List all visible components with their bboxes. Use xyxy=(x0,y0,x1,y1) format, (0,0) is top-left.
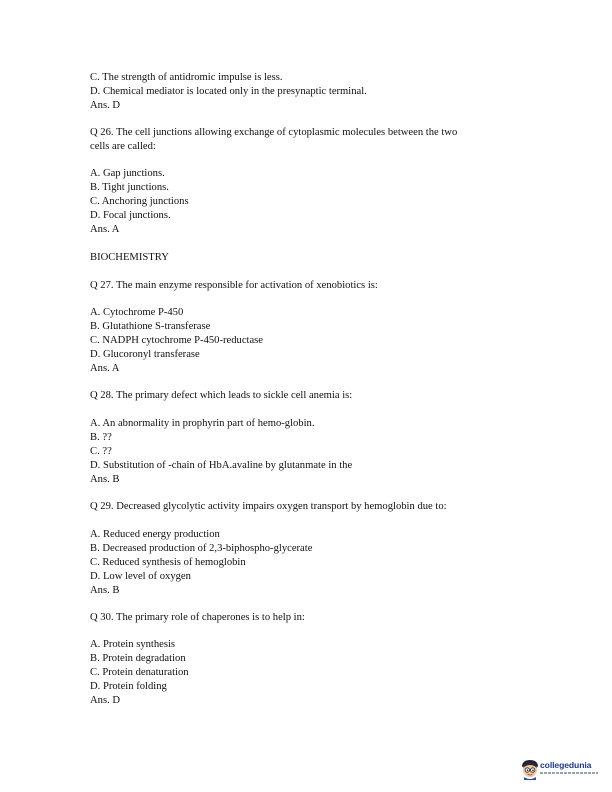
text-line: C. The strength of antidromic impulse is less. xyxy=(90,72,283,83)
option-c: C. Anchoring junctions xyxy=(90,196,189,207)
option-a: A. Reduced energy production xyxy=(90,529,220,540)
option-a: A. An abnormality in prophyrin part of hemo-globin. xyxy=(90,418,315,429)
question-26: Q 26. The cell junctions allowing exchange of cytoplasmic molecules between the two xyxy=(90,127,458,138)
option-b: B. Tight junctions. xyxy=(90,182,169,193)
question-30: Q 30. The primary role of chaperones is to help in: xyxy=(90,612,305,623)
question-28: Q 28. The primary defect which leads to sickle cell anemia is: xyxy=(90,390,353,401)
option-a: A. Protein synthesis xyxy=(90,639,176,650)
option-d: D. Focal junctions. xyxy=(90,210,171,221)
section-heading: BIOCHEMISTRY xyxy=(90,252,169,263)
option-b: B. Glutathione S-transferase xyxy=(90,321,211,332)
option-d: D. Substitution of -chain of HbA.avaline by glutanmate in the xyxy=(90,460,353,471)
logo-wordmark: collegedunia xyxy=(540,760,592,770)
option-c: C. Reduced synthesis of hemoglobin xyxy=(90,557,246,568)
answer: Ans. B xyxy=(90,474,120,485)
logo-tagline xyxy=(540,772,598,774)
text-line: cells are called: xyxy=(90,141,156,152)
text-line: D. Chemical mediator is located only in the presynaptic terminal. xyxy=(90,86,367,97)
text-line: Ans. D xyxy=(90,100,121,111)
question-29: Q 29. Decreased glycolytic activity impairs oxygen transport by hemoglobin due to: xyxy=(90,501,447,512)
question-27: Q 27. The main enzyme responsible for activation of xenobiotics is: xyxy=(90,280,378,291)
option-c: C. ?? xyxy=(90,446,112,457)
option-b: B. Decreased production of 2,3-biphospho-glycerate xyxy=(90,543,313,554)
answer: Ans. B xyxy=(90,585,120,596)
option-a: A. Gap junctions. xyxy=(90,168,165,179)
option-b: B. Protein degradation xyxy=(90,653,186,664)
answer: Ans. A xyxy=(90,363,120,374)
answer: Ans. D xyxy=(90,695,121,706)
option-d: D. Glucoronyl transferase xyxy=(90,349,200,360)
option-d: D. Protein folding xyxy=(90,681,167,692)
option-c: C. NADPH cytochrome P-450-reductase xyxy=(90,335,263,346)
answer: Ans. A xyxy=(90,224,120,235)
option-a: A. Cytochrome P-450 xyxy=(90,307,184,318)
collegedunia-logo[interactable] xyxy=(519,756,601,784)
mascot-icon xyxy=(519,758,541,780)
option-b: B. ?? xyxy=(90,432,112,443)
option-d: D. Low level of oxygen xyxy=(90,571,191,582)
option-c: C. Protein denaturation xyxy=(90,667,189,678)
